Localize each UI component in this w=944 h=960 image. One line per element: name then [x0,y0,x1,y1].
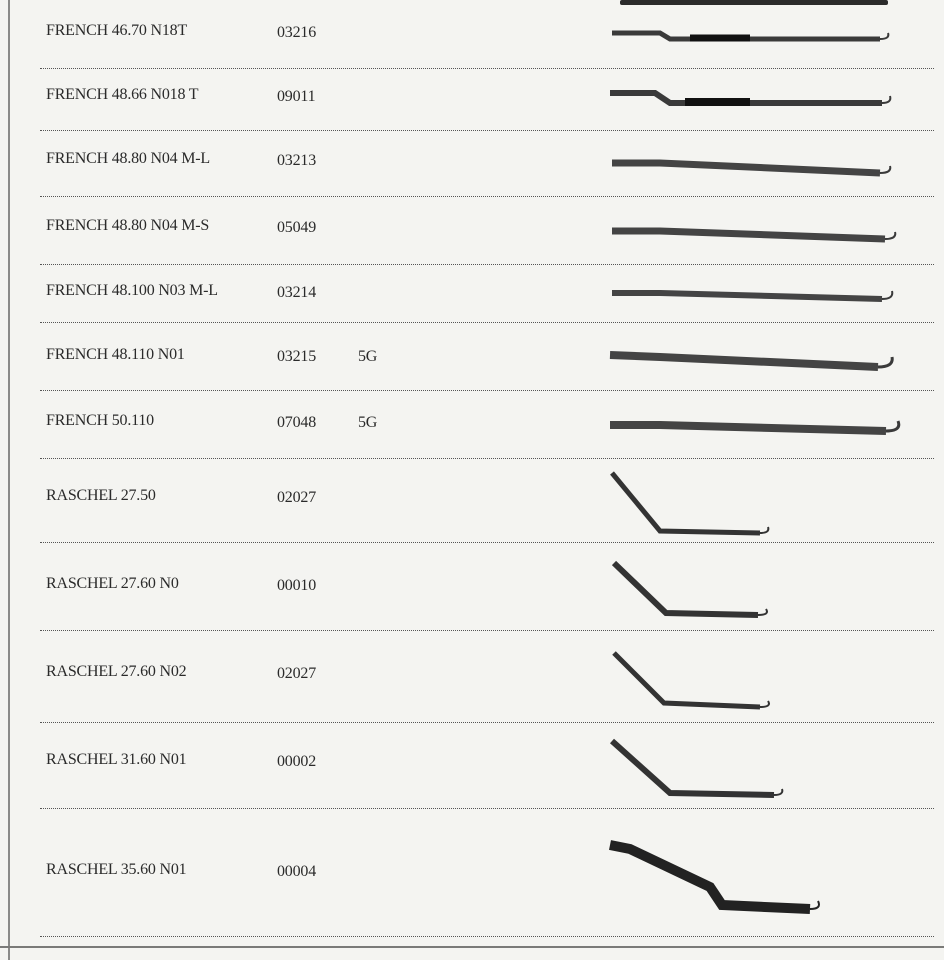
row-separator [40,936,934,937]
list-item [0,265,944,323]
list-item [0,543,944,631]
needle-code: 00010 [277,577,317,594]
needle-code: 00002 [277,753,317,770]
needle-code: 09011 [277,88,316,105]
needle-image [600,737,910,807]
needle-code: 03214 [277,284,317,301]
page-bottom-edge [0,946,944,948]
list-item [0,723,944,809]
needle-image [600,217,910,257]
needle-model: RASCHEL 27.60 N02 [46,663,187,680]
needle-model: RASCHEL 27.60 N0 [46,575,179,592]
needle-code: 03213 [277,152,317,169]
needle-image [600,649,910,719]
needle-model: FRENCH 46.70 N18T [46,22,188,39]
needle-gauge: 5G [358,348,378,365]
list-item [0,323,944,391]
list-item [0,631,944,723]
needle-image [600,83,900,123]
needle-code: 00004 [277,863,317,880]
needle-image [600,467,910,537]
needle-model: FRENCH 50.110 [46,412,154,429]
list-item [0,391,944,459]
needle-model: RASCHEL 31.60 N01 [46,751,187,768]
list-item [0,809,944,937]
needle-code: 03216 [277,24,317,41]
needle-image [600,345,910,385]
needle-model: FRENCH 48.66 N018 T [46,86,199,103]
needle-model: RASCHEL 35.60 N01 [46,861,187,878]
list-item [0,5,944,69]
needle-model: FRENCH 48.80 N04 M-S [46,217,210,234]
needle-image [600,19,900,59]
list-item [0,459,944,543]
needle-code: 02027 [277,665,317,682]
needle-code: 02027 [277,489,317,506]
needle-image [600,835,910,925]
needle-image [600,557,910,627]
needle-code: 03215 [277,348,317,365]
list-item [0,131,944,197]
needle-image [600,413,910,453]
needle-image [600,151,910,191]
list-item [0,69,944,131]
list-item [0,197,944,265]
needle-code: 07048 [277,414,317,431]
needle-code: 05049 [277,219,317,236]
needle-image [600,279,910,319]
needle-model: FRENCH 48.100 N03 M-L [46,282,218,299]
needle-model: FRENCH 48.110 N01 [46,346,185,363]
needle-gauge: 5G [358,414,378,431]
needle-model: FRENCH 48.80 N04 M-L [46,150,211,167]
needle-model: RASCHEL 27.50 [46,487,156,504]
